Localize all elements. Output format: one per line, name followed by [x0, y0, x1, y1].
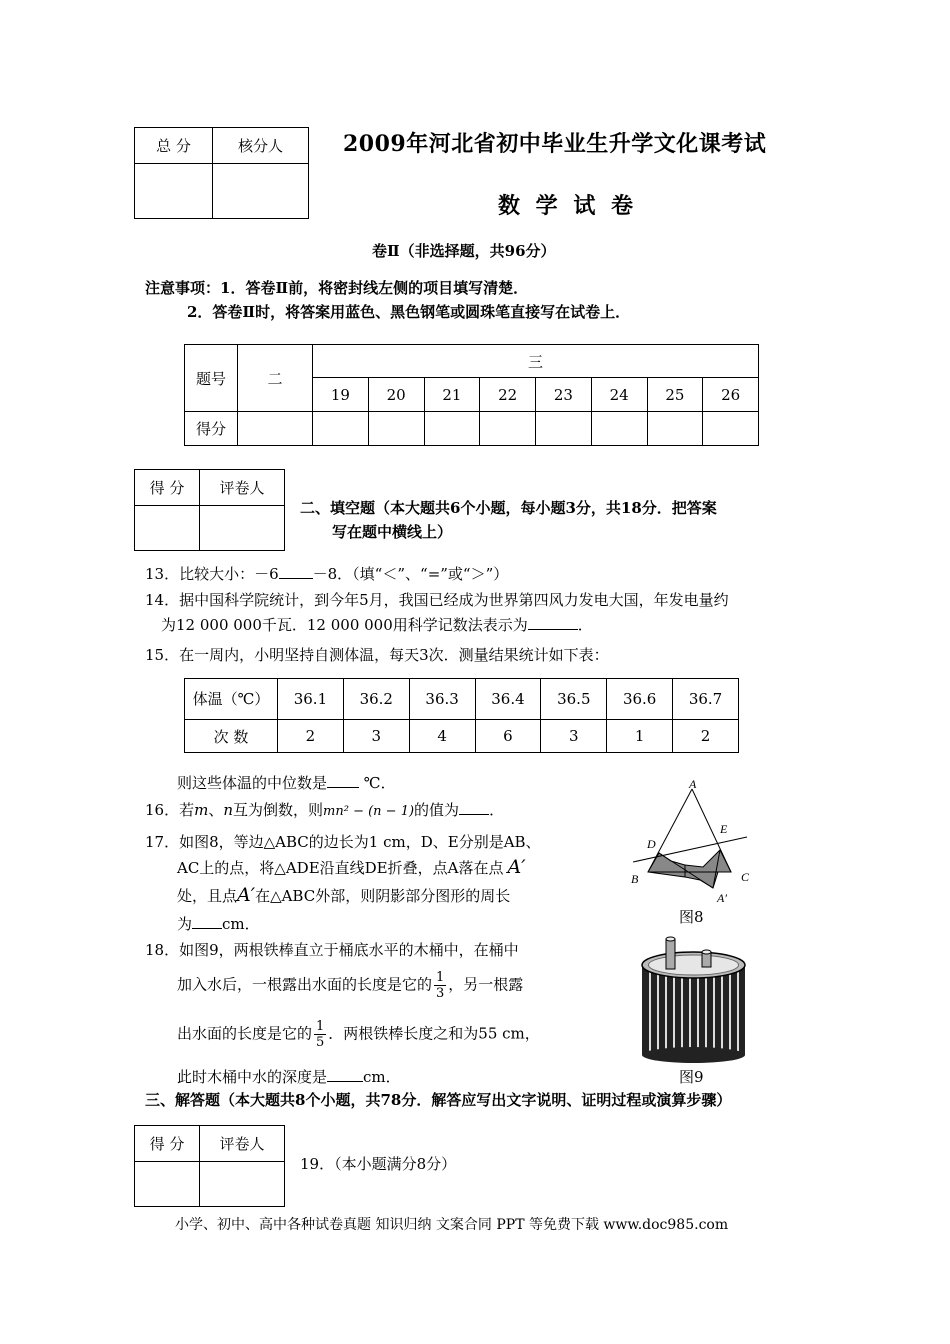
- section-three-heading: 三、解答题（本大题共8个小题，共78分．解答应写出文字说明、证明过程或演算步骤）: [145, 1091, 732, 1109]
- grader-name-cell: [200, 506, 285, 551]
- grader-name-header: 评卷人: [200, 1126, 285, 1162]
- grader-score-header: 得 分: [135, 470, 200, 506]
- grader-name-cell: [200, 1162, 285, 1207]
- score-cell: [703, 412, 759, 446]
- grader-score-header: 得 分: [135, 1126, 200, 1162]
- answer-blank[interactable]: [327, 773, 359, 788]
- question-number: 21: [424, 378, 480, 412]
- question-14-line-2: 为12 000 000千瓦．12 000 000用科学记数法表示为 ．: [161, 616, 593, 634]
- exam-title: 2009年河北省初中毕业生升学文化课考试: [343, 131, 767, 157]
- temperature-value: 36.7: [673, 679, 739, 720]
- grader-box: [134, 469, 285, 551]
- temperature-value: 36.6: [607, 679, 673, 720]
- answer-blank[interactable]: [528, 615, 578, 630]
- question-15-answer: 则这些体温的中位数是 ℃．: [177, 774, 396, 792]
- temperature-label: 体温（℃）: [185, 679, 278, 720]
- count-value: 3: [343, 720, 409, 753]
- exam-subtitle: 数 学 试 卷: [498, 193, 637, 219]
- temperature-value: 36.1: [278, 679, 344, 720]
- count-label: 次 数: [185, 720, 278, 753]
- question-number: 19: [313, 378, 369, 412]
- grader-score-cell: [135, 1162, 200, 1207]
- count-value: 6: [475, 720, 541, 753]
- score-cell: [424, 412, 480, 446]
- temperature-value: 36.5: [541, 679, 607, 720]
- score-cell: [647, 412, 703, 446]
- answer-blank[interactable]: [459, 800, 489, 815]
- question-number: 24: [591, 378, 647, 412]
- label-A-prime: A′: [717, 891, 727, 905]
- question-13: 13．比较大小：－6 －8．（填“＜”、“=”或“＞”）: [145, 565, 509, 583]
- label-B: B: [631, 872, 639, 886]
- total-score-cell: [135, 164, 213, 219]
- question-17-line-1: 17．如图8，等边△ABC的边长为1 cm，D、E分别是AB、: [145, 833, 541, 851]
- notes-line-2: 2．答卷Ⅱ时，将答案用蓝色、黑色钢笔或圆珠笔直接写在试卷上．: [187, 303, 631, 321]
- temperature-table: [184, 678, 739, 753]
- question-number: 25: [647, 378, 703, 412]
- grader-score-cell: [135, 506, 200, 551]
- question-number: 22: [480, 378, 536, 412]
- question-number: 26: [703, 378, 759, 412]
- figure-8-caption: 图8: [679, 908, 704, 926]
- score-cell: [368, 412, 424, 446]
- question-number-label: 题号: [185, 345, 238, 412]
- figure-9-diagram: [636, 935, 751, 1065]
- score-cell: [238, 412, 313, 446]
- section-two-heading-2: 写在题中横线上）: [332, 523, 453, 541]
- fraction: $\frac{1}{5}$: [316, 1019, 325, 1050]
- answer-blank[interactable]: [192, 914, 222, 929]
- count-value: 2: [278, 720, 344, 753]
- score-checker-cell: [213, 164, 309, 219]
- answer-blank[interactable]: [327, 1067, 363, 1082]
- count-value: 1: [607, 720, 673, 753]
- question-score-table: [184, 344, 759, 446]
- math-expression: mn² − (n − 1): [323, 804, 415, 819]
- temperature-value: 36.2: [343, 679, 409, 720]
- label-D: D: [647, 837, 656, 851]
- question-18-line-4: 此时木桶中水的深度是 cm．: [177, 1068, 401, 1086]
- question-18-line-1: 18．如图9，两根铁棒直立于桶底水平的木桶中，在桶中: [145, 941, 519, 959]
- notes-line-1: 注意事项：1．答卷Ⅱ前，将密封线左侧的项目填写清楚．: [145, 279, 529, 297]
- question-17-line-2: AC上的点，将△ADE沿直线DE折叠，点A落在点 A′: [177, 856, 526, 878]
- temperature-value: 36.3: [409, 679, 475, 720]
- score-cell: [591, 412, 647, 446]
- temperature-value: 36.4: [475, 679, 541, 720]
- answer-blank[interactable]: [279, 564, 313, 579]
- question-16: 16．若m、n互为倒数，则mn² − (n − 1)的值为 ．: [145, 801, 505, 819]
- total-score-header: 总 分: [135, 128, 213, 164]
- count-value: 2: [673, 720, 739, 753]
- figure-8-diagram: [625, 775, 755, 910]
- section-two-header: 二: [238, 345, 313, 412]
- label-C: C: [741, 870, 750, 884]
- question-18-line-3: 出水面的长度是它的 $\frac{1}{5}$ ．两根铁棒长度之和为55 cm，: [177, 1019, 540, 1050]
- paper-section: 卷Ⅱ（非选择题，共96分）: [372, 242, 556, 260]
- score-checker-header: 核分人: [213, 128, 309, 164]
- question-17-line-4: 为 cm．: [177, 915, 260, 933]
- question-18-line-2: 加入水后，一根露出水面的长度是它的 $\frac{1}{3}$ ，另一根露: [177, 970, 524, 1001]
- score-cell: [536, 412, 592, 446]
- score-cell: [313, 412, 369, 446]
- question-15: 15．在一周内，小明坚持自测体温，每天3次．测量结果统计如下表：: [145, 646, 609, 664]
- label-E: E: [720, 822, 728, 836]
- score-row-label: 得分: [185, 412, 238, 446]
- question-number: 20: [368, 378, 424, 412]
- section-three-header: 三: [313, 345, 759, 378]
- fraction: $\frac{1}{3}$: [436, 970, 445, 1001]
- shaded-region: [648, 853, 685, 877]
- count-value: 4: [409, 720, 475, 753]
- shaded-region: [685, 850, 731, 888]
- figure-9-caption: 图9: [679, 1068, 704, 1086]
- score-cell: [480, 412, 536, 446]
- grader-box-2: [134, 1125, 285, 1207]
- grader-name-header: 评卷人: [200, 470, 285, 506]
- question-14-line-1: 14．据中国科学院统计，到今年5月，我国已经成为世界第四风力发电大国，年发电量约: [145, 591, 729, 609]
- question-number: 23: [536, 378, 592, 412]
- section-two-heading-1: 二、填空题（本大题共6个小题，每小题3分，共18分．把答案: [300, 499, 717, 517]
- question-19: 19．（本小题满分8分）: [300, 1155, 457, 1173]
- question-17-line-3: 处，且点A′在△ABC外部，则阴影部分图形的周长: [177, 884, 511, 906]
- page-footer: 小学、初中、高中各种试卷真题 知识归纳 文案合同 PPT 等免费下载 www.doc985.com: [175, 1217, 729, 1233]
- total-score-box: [134, 127, 309, 219]
- count-value: 3: [541, 720, 607, 753]
- label-A: A: [689, 777, 697, 791]
